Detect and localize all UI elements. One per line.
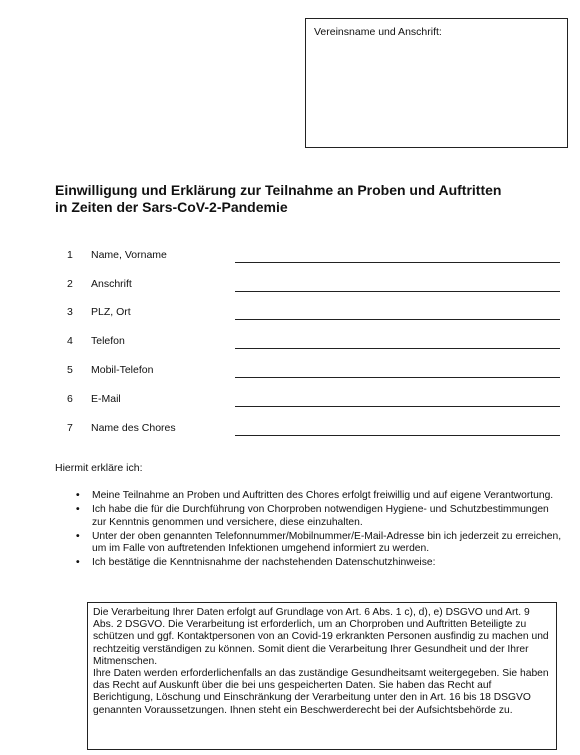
phone-input-line[interactable] <box>235 348 560 349</box>
address-box[interactable] <box>305 18 568 148</box>
bullet-text: Ich habe die für die Durchführung von Chorproben notwendigen Hygiene- und Schutzbestimmungen zur Kenntnis genommen und versichere, diese einzuhalten. <box>92 504 549 528</box>
field-row-mobile <box>55 364 560 380</box>
bullet-icon: • <box>76 557 80 569</box>
field-number: 6 <box>67 393 73 405</box>
field-label: PLZ, Ort <box>91 306 131 318</box>
bullet-text: Ich bestätige die Kenntnisnahme der nachstehenden Datenschutzhinweise: <box>92 557 436 569</box>
field-number: 5 <box>67 364 73 376</box>
declaration-list <box>72 490 562 572</box>
field-label: E-Mail <box>91 393 121 405</box>
document-title <box>55 182 555 216</box>
field-row-phone <box>55 335 560 351</box>
privacy-paragraph-2: Ihre Daten werden erforderlichenfalls an das zuständige Gesundheitsamt weitergegeben. Sie haben das Recht auf Auskunft über die bei uns gespeicherten Daten. Sie haben das Recht auf Berichtigung, Löschung und Einschränkung der Verarbeitung unter den in Art. 16 bis 18 DSGVO genannten Voraussetzungen. Ihnen steht ein Beschwerderecht bei der Aufsichtsbehörde zu. <box>93 668 549 716</box>
field-number: 7 <box>67 422 73 434</box>
field-row-zip-city <box>55 306 560 322</box>
declaration-intro: Hiermit erkläre ich: <box>55 462 143 474</box>
field-label: Name des Chores <box>91 422 176 434</box>
email-input-line[interactable] <box>235 406 560 407</box>
mobile-input-line[interactable] <box>235 377 560 378</box>
field-number: 2 <box>67 278 73 290</box>
bullet-icon: • <box>76 490 80 501</box>
bullet-icon: • <box>76 530 80 542</box>
bullet-text: Meine Teilnahme an Proben und Auftritten des Chores erfolgt freiwillig und auf eigene Verantwortung. <box>92 490 554 501</box>
title-line-1: Einwilligung und Erklärung zur Teilnahme an Proben und Auftritten <box>55 182 502 198</box>
list-item <box>72 490 562 502</box>
field-number: 1 <box>67 249 73 261</box>
field-label: Mobil-Telefon <box>91 364 154 376</box>
bullet-icon: • <box>76 504 80 516</box>
name-input-line[interactable] <box>235 262 560 263</box>
field-label: Anschrift <box>91 278 132 290</box>
field-number: 3 <box>67 306 73 318</box>
privacy-notice-box <box>87 602 557 750</box>
choir-input-line[interactable] <box>235 435 560 436</box>
field-number: 4 <box>67 335 73 347</box>
field-row-choir <box>55 422 560 438</box>
field-row-email <box>55 393 560 409</box>
field-row-address <box>55 278 560 294</box>
list-item <box>72 531 562 556</box>
title-line-2: in Zeiten der Sars-CoV-2-Pandemie <box>55 199 288 215</box>
field-label: Name, Vorname <box>91 249 167 261</box>
privacy-paragraph-1: Die Verarbeitung Ihrer Daten erfolgt auf Grundlage von Art. 6 Abs. 1 c), d), e) DSGVO und Art. 9 Abs. 2 DSGVO. Die Verarbeitung ist erforderlich, um an Chorproben und Auftritten Beteiligte zu schützen und ggf. Kontaktpersonen von an Covid-19 erkrankten Personen ausfindig zu machen und rechtzeitig verständigen zu können. Somit dient die Verarbeitung Ihrer Gesundheit und der Ihrer Mitmenschen. <box>93 607 549 667</box>
zip-city-input-line[interactable] <box>235 319 560 320</box>
list-item <box>72 557 562 569</box>
field-row-name <box>55 249 560 265</box>
field-label: Telefon <box>91 335 125 347</box>
list-item <box>72 504 562 529</box>
bullet-text: Unter der oben genannten Telefonnummer/Mobilnummer/E-Mail-Adresse bin ich jederzeit zu erreichen, um im Falle von auftretenden Infektionen umgehend informiert zu werden. <box>92 530 562 555</box>
address-box-label: Vereinsname und Anschrift: <box>314 26 442 38</box>
address-input-line[interactable] <box>235 291 560 292</box>
